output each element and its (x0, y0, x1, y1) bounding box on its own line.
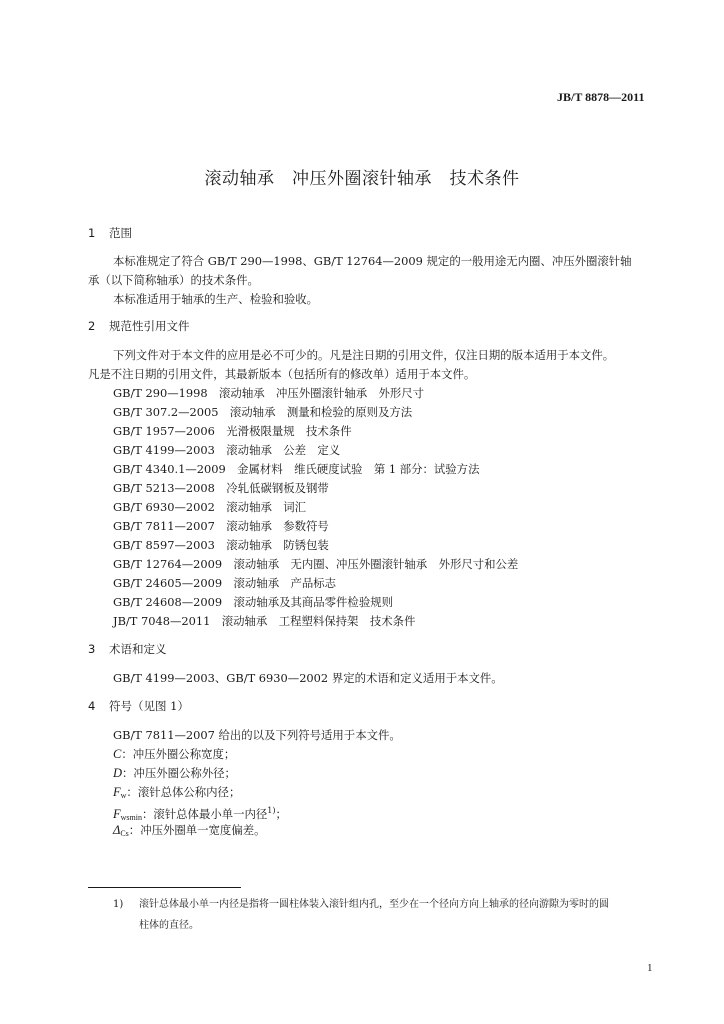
reference-item: GB/T 7811—2007 滚动轴承 参数符号 (113, 519, 329, 533)
symbol-definition (113, 763, 236, 783)
symbol: F (113, 807, 121, 821)
section-number: 1 (88, 226, 96, 240)
symbol: Δ (113, 823, 121, 837)
footnote-marker: 1) (113, 899, 124, 910)
symbol: F (113, 785, 121, 799)
symbol-description-tail: ； (275, 807, 287, 821)
section-3-heading (88, 641, 167, 657)
reference-item: GB/T 24608—2009 滚动轴承及其商品零件检验规则 (113, 595, 394, 609)
section-2-heading (88, 318, 190, 334)
reference-item: GB/T 6930—2002 滚动轴承 词汇 (113, 500, 307, 514)
symbol-description: ：滚针总体最小单一内径 (141, 807, 268, 821)
document-title: 滚动轴承 冲压外圈滚针轴承 技术条件 (204, 169, 520, 189)
paragraph-line: 下列文件对于本文件的应用是必不可少的。凡是注日期的引用文件，仅注日期的版本适用于本文件。 (113, 348, 615, 362)
section-title: 范围 (109, 226, 132, 240)
symbol-definition (113, 820, 266, 844)
standard-code: JB/T 8878—2011 (557, 90, 645, 104)
footnote-text-line: 滚针总体最小单一内径是指将一圆柱体装入滚针组内孔，至少在一个径向方向上轴承的径向游隙为零时的圆 (139, 899, 609, 910)
symbol: C (113, 747, 122, 761)
section-1-heading (88, 225, 132, 241)
paragraph-line: 承（以下简称轴承）的技术条件。 (88, 273, 259, 287)
section-title-note: （见图 1） (132, 699, 189, 713)
symbol-subscript: wsmin (120, 813, 142, 822)
footnote-text-line: 柱体的直径。 (139, 920, 199, 931)
symbol-description: ：冲压外圈公称宽度； (121, 747, 236, 761)
section-number: 3 (88, 642, 96, 656)
paragraph-line: 本标准规定了符合 GB/T 290—1998、GB/T 12764—2009 规定的一般用途无内圈、冲压外圈滚针轴 (113, 254, 632, 268)
reference-item: GB/T 4340.1—2009 金属材料 维氏硬度试验 第 1 部分：试验方法 (113, 462, 480, 476)
symbol-description: ：冲压外圈公称外径； (122, 766, 236, 780)
symbol: D (113, 766, 123, 780)
paragraph-line: 凡是不注日期的引用文件，其最新版本（包括所有的修改单）适用于本文件。 (88, 367, 476, 381)
reference-item: GB/T 8597—2003 滚动轴承 防锈包装 (113, 538, 329, 552)
symbol-definition (113, 744, 235, 764)
section-title: 规范性引用文件 (109, 319, 190, 333)
section-title: 符号 (109, 699, 132, 713)
page-number: 1 (647, 962, 653, 974)
reference-item: GB/T 1957—2006 光滑极限量规 技术条件 (113, 424, 352, 438)
section-number: 4 (88, 699, 96, 713)
section-number: 2 (88, 319, 96, 333)
symbol-description: ：滚针总体公称内径； (126, 785, 241, 799)
reference-item: GB/T 24605—2009 滚动轴承 产品标志 (113, 576, 337, 590)
paragraph-line: GB/T 4199—2003、GB/T 6930—2002 界定的术语和定义适用于本文件。 (113, 671, 503, 685)
symbol-description: ：冲压外圈单一宽度偏差。 (128, 823, 266, 837)
reference-item: GB/T 307.2—2005 滚动轴承 测量和检验的原则及方法 (113, 405, 413, 419)
symbol-subscript: Cs (120, 829, 129, 838)
footnote-reference[interactable]: 1) (267, 806, 276, 815)
section-title: 术语和定义 (109, 642, 167, 656)
reference-item: JB/T 7048—2011 滚动轴承 工程塑料保持架 技术条件 (113, 614, 416, 628)
symbol-subscript: w (120, 791, 127, 800)
reference-item: GB/T 290—1998 滚动轴承 冲压外圈滚针轴承 外形尺寸 (113, 386, 425, 400)
reference-item: GB/T 4199—2003 滚动轴承 公差 定义 (113, 443, 341, 457)
paragraph-line: GB/T 7811—2007 给出的以及下列符号适用于本文件。 (113, 728, 401, 742)
reference-item: GB/T 12764—2009 滚动轴承 无内圈、冲压外圈滚针轴承 外形尺寸和公差 (113, 557, 519, 571)
section-4-heading (88, 698, 189, 714)
footnote-separator (88, 887, 241, 888)
reference-item: GB/T 5213—2008 冷轧低碳钢板及钢带 (113, 481, 329, 495)
paragraph-line: 本标准适用于轴承的生产、检验和验收。 (113, 292, 319, 306)
